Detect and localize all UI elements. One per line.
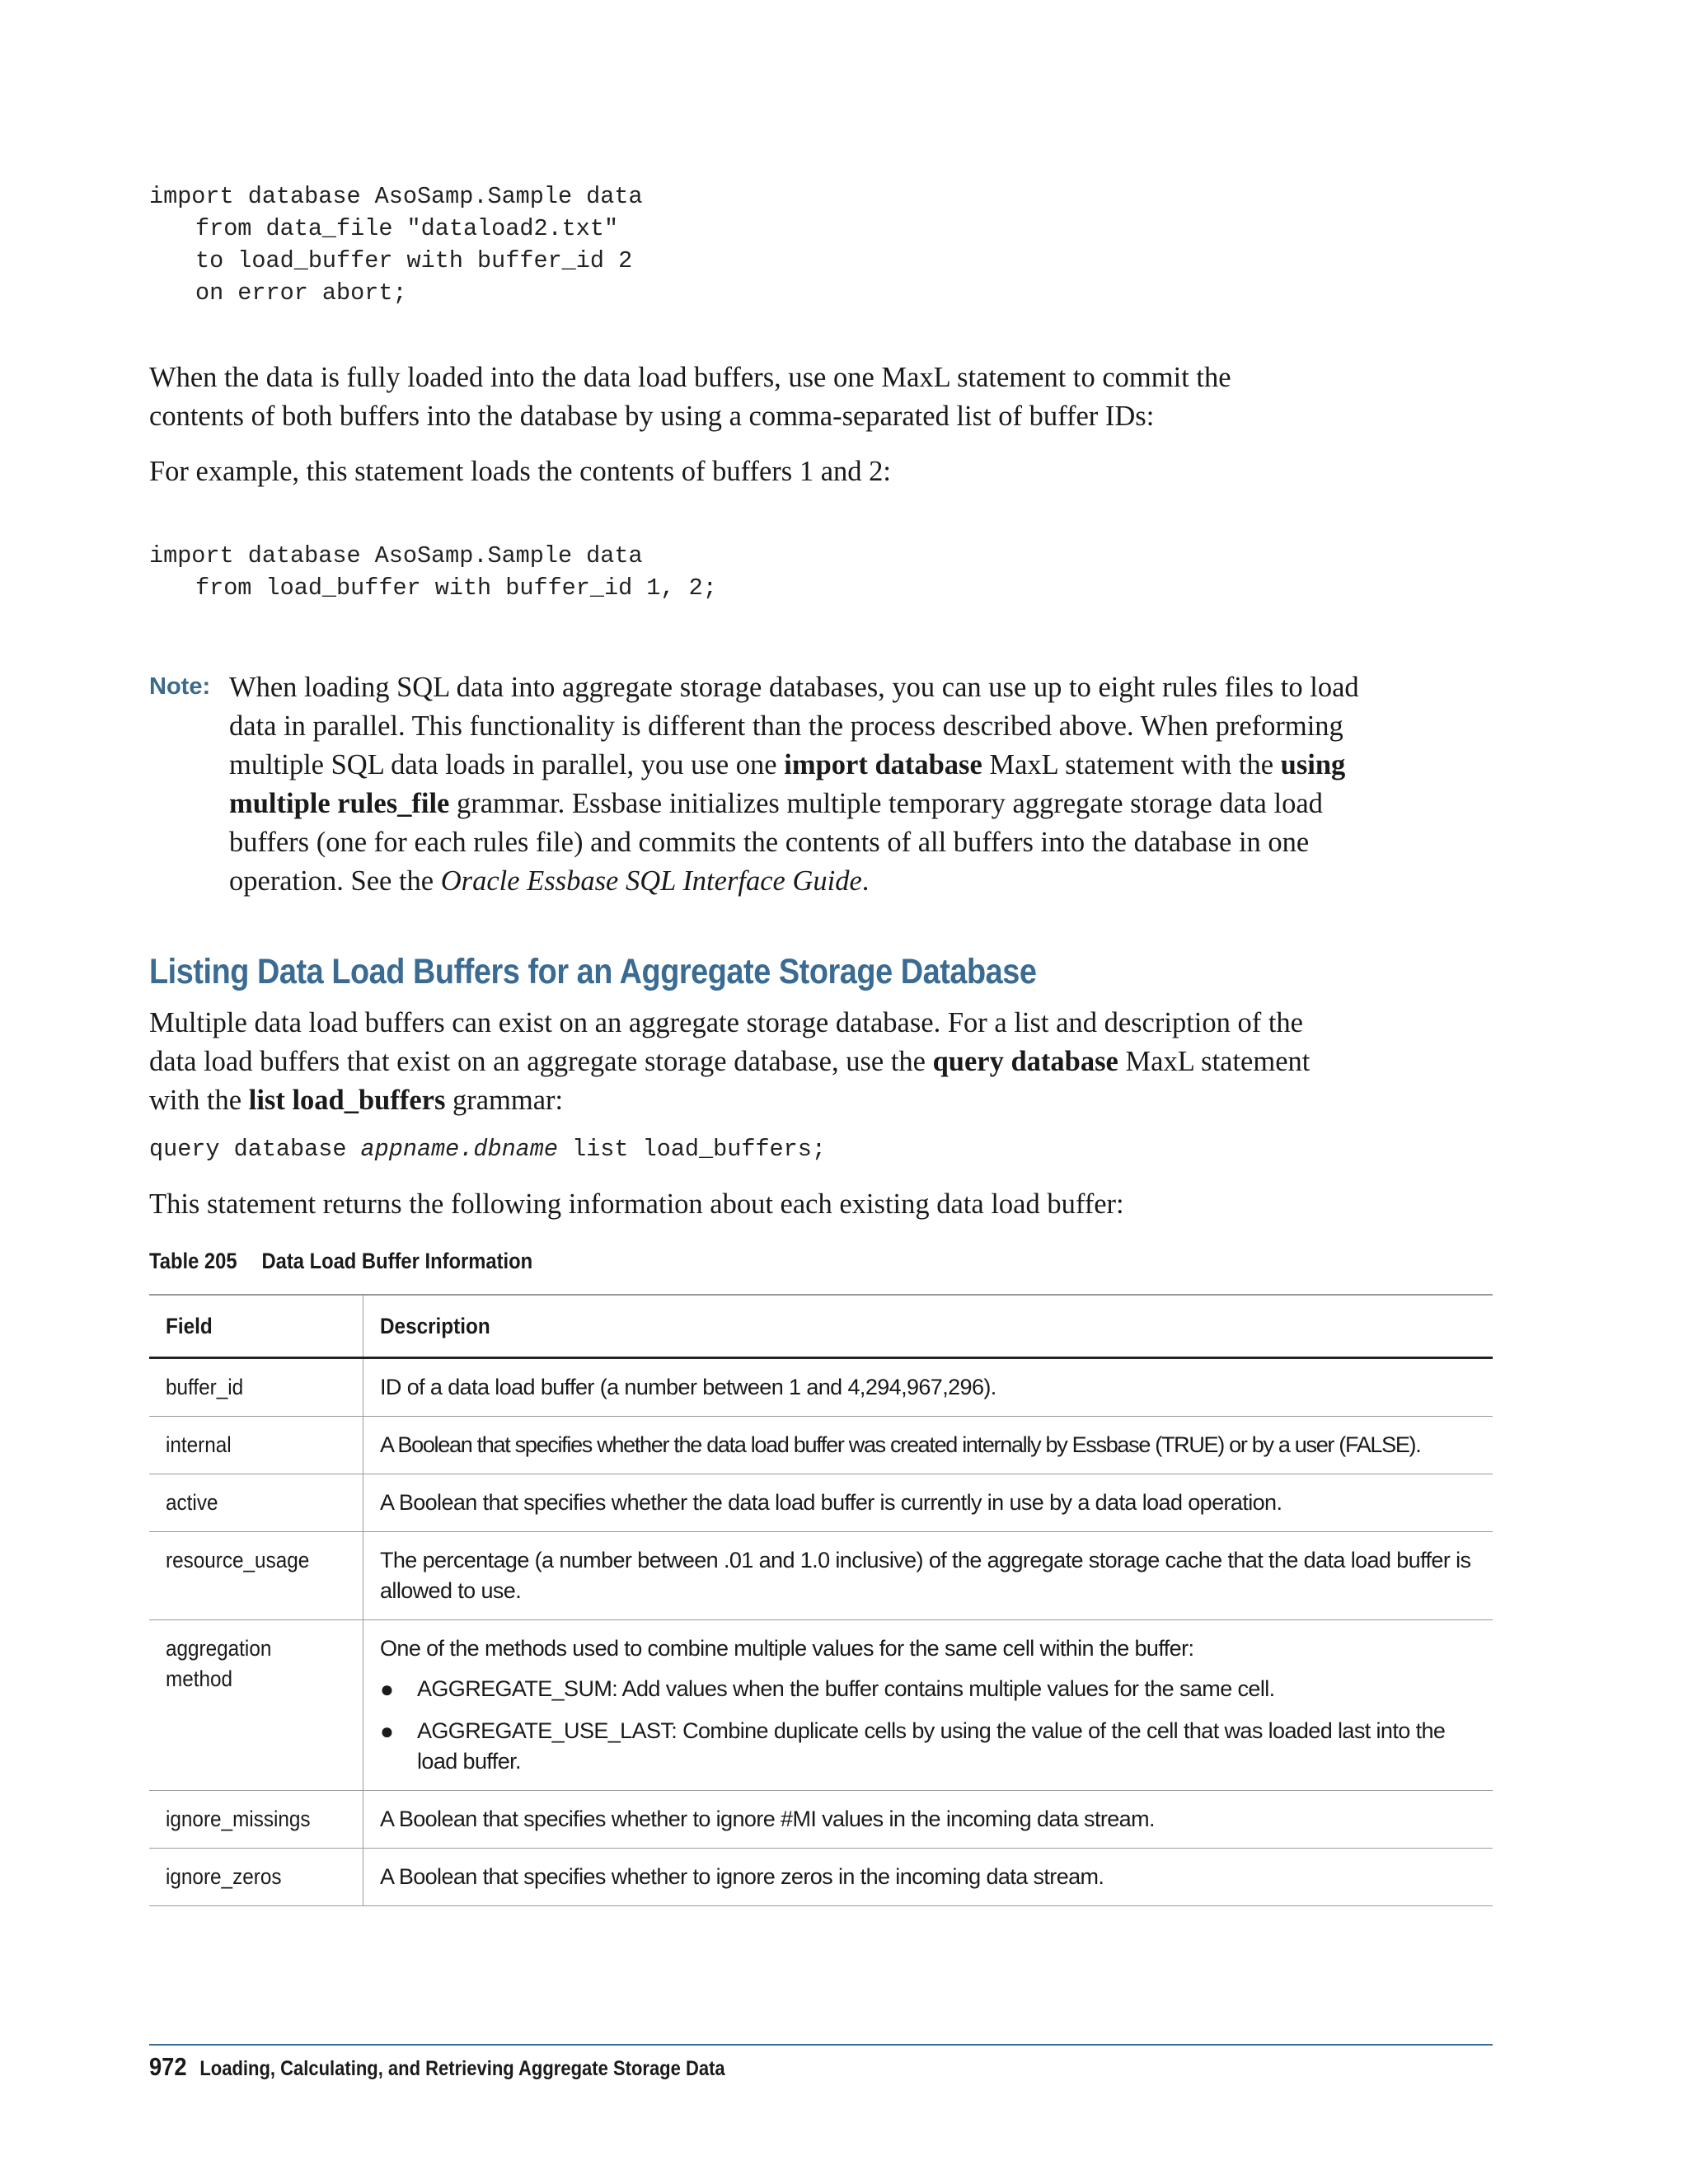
code-block-import-commit [149,508,1493,636]
code-line: from load_buffer with buffer_id 1, 2; [195,574,717,602]
page-footer [149,2052,725,2082]
cell-description: A Boolean that specifies whether to ignore zeros in the incoming data stream. [363,1849,1493,1906]
table-title: Data Load Buffer Information [261,1249,533,1273]
cell-description: ID of a data load buffer (a number between 1 and 4,294,967,296). [363,1358,1493,1417]
cell-description: A Boolean that specifies whether the data load buffer was created internally by Essbase (TRUE) or by a user (FALSE). [363,1417,1493,1474]
list-item: ● AGGREGATE_USE_LAST: Combine duplicate cells by using the value of the cell that was loaded last into the load buffer. [380,1716,1476,1777]
cell-field: ignore_zeros [149,1849,363,1906]
cell-field: ignore_missings [149,1791,363,1849]
header-field: Field [149,1295,363,1358]
table-row [149,1532,1493,1620]
list-item: ● AGGREGATE_SUM: Add values when the buffer contains multiple values for the same cell. [380,1674,1476,1704]
table-row [149,1474,1493,1532]
bullet-icon: ● [380,1676,394,1702]
table-row [149,1417,1493,1474]
paragraph-multiple-buffers: Multiple data load buffers can exist on an aggregate storage database. For a list and description of the data load buffers that exist on an aggregate storage database, use the query database MaxL statement with the list load_buffers grammar: [149,1007,1311,1116]
cell-description: A Boolean that specifies whether to ignore #MI values in the incoming data stream. [363,1791,1493,1849]
code-block-query: query database appname.dbname list load_buffers; [149,1136,826,1163]
table-row [149,1849,1493,1906]
header-description: Description [363,1295,1493,1358]
code-line: import database AsoSamp.Sample data [149,183,643,210]
page-number: 972 [149,2052,187,2081]
aggregation-methods-list [380,1674,1476,1777]
table-row [149,1791,1493,1849]
code-line: import database AsoSamp.Sample data [149,542,643,569]
page-content [149,148,1493,1906]
cell-field: aggregation method [149,1620,363,1791]
code-line: on error abort; [195,279,407,307]
cell-description: The percentage (a number between .01 and 1.0 inclusive) of the aggregate storage cache that the data load buffer is allowed to use. [363,1532,1493,1620]
note-label: Note: [149,673,211,700]
cell-field: buffer_id [149,1358,363,1417]
code-line: to load_buffer with buffer_id 2 [195,247,633,274]
note-text: When loading SQL data into aggregate storage databases, you can use up to eight rules files to load data in parallel. This functionality is different than the process described above. When preforming multiple SQL data loads in parallel, you use one import database MaxL statement with the using multiple rules_file grammar. Essbase initializes multiple temporary aggregate storage data load buffers (one for each rules file) and commits the contents of all buffers into the database in one operation. See the Oracle Essbase SQL Interface Guide. [229,672,1359,897]
table-number: Table 205 [149,1249,237,1273]
table-header-row [149,1295,1493,1358]
note-block [149,668,1493,901]
chapter-title: Loading, Calculating, and Retrieving Aggregate Storage Data [199,2057,725,2080]
cell-description: A Boolean that specifies whether the data load buffer is currently in use by a data load operation. [363,1474,1493,1532]
section-heading: Listing Data Load Buffers for an Aggregate Storage Database [149,952,1037,991]
code-block-import-buffer-2 [149,148,1493,341]
paragraph-commit-buffers: When the data is fully loaded into the data load buffers, use one MaxL statement to commit the contents of both buffers into the database by using a comma-separated list of buffer IDs: [149,362,1231,432]
cell-description: One of the methods used to combine multiple values for the same cell within the buffer: ● AGGREGATE_SUM: Add values when the buffer contains multiple values for the same cell. ● AGGREGATE_USE_LAST: Combine duplicate cells by using the value of the cell that was loaded last into the load buffer. [363,1620,1493,1791]
cell-field: internal [149,1417,363,1474]
paragraph-example: For example, this statement loads the contents of buffers 1 and 2: [149,456,891,487]
table-caption [149,1249,1331,1274]
code-line: from data_file "dataload2.txt" [195,215,619,242]
bullet-icon: ● [380,1718,394,1744]
data-load-buffer-table [149,1294,1493,1906]
table-row [149,1358,1493,1417]
paragraph-returns-info: This statement returns the following information about each existing data load buffer: [149,1188,1124,1220]
cell-field: resource_usage [149,1532,363,1620]
table-row [149,1620,1493,1791]
footer-rule [149,2044,1493,2046]
cell-field: active [149,1474,363,1532]
